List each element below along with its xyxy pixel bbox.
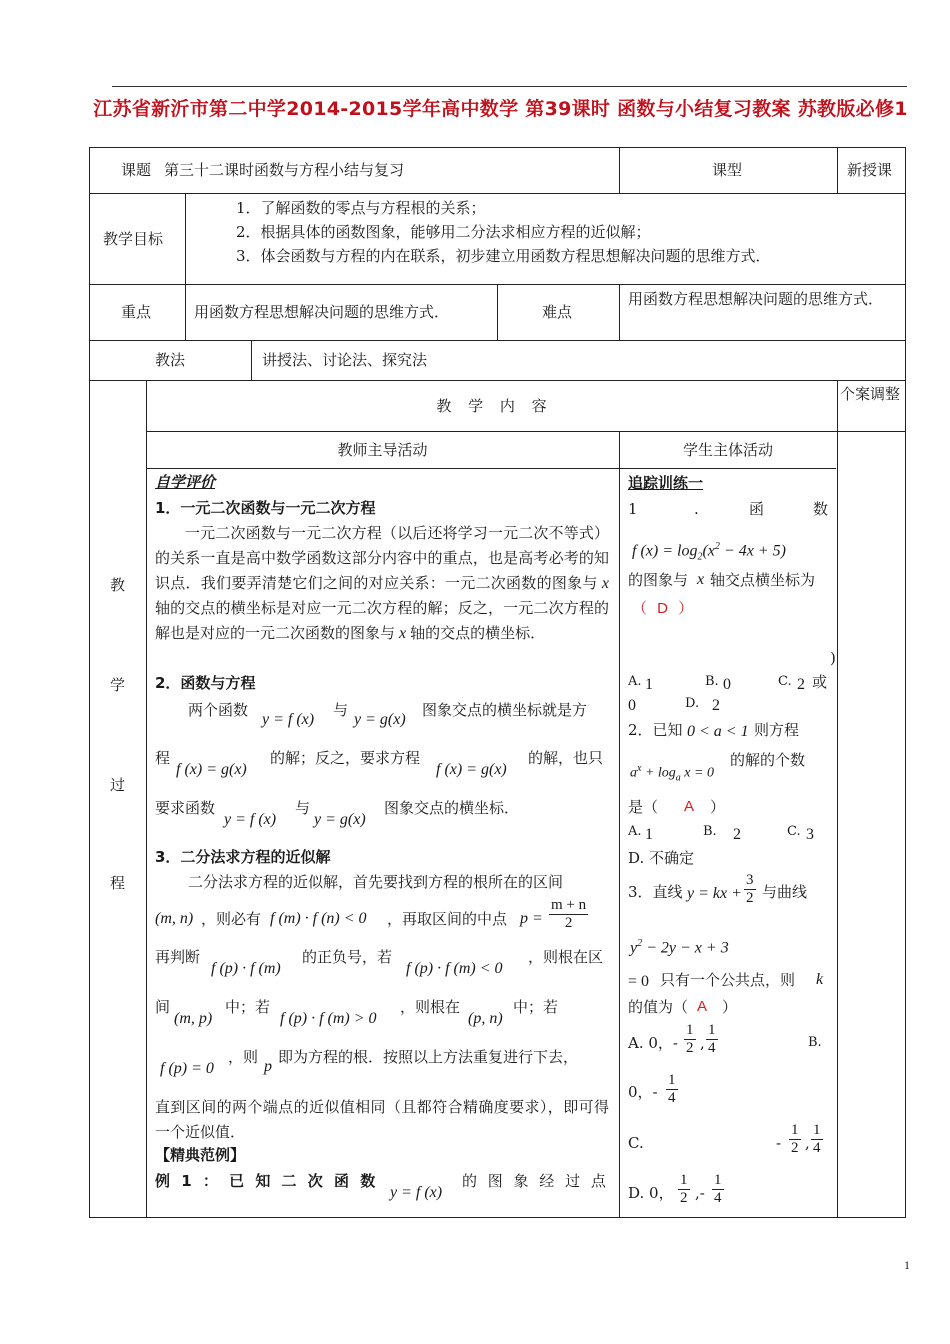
- option-value: 1: [645, 676, 653, 693]
- math-expr: f (p) · f (m) > 0: [280, 1010, 377, 1027]
- text-span: ，再取区间的中点: [387, 910, 508, 928]
- text-span: 即为方程的根．按照以上方法重复进行下去，: [278, 1048, 579, 1066]
- text-span: ）: [722, 998, 738, 1016]
- section-body: 直到区间的两个端点的近似值相同（且都符合精确度要求），即可得一个近似值．: [155, 1098, 609, 1141]
- text-span: 与曲线: [762, 883, 808, 901]
- lesson-type-label: 课型: [712, 161, 743, 179]
- text-span: 的解；反之，要求方程: [270, 749, 421, 767]
- math-expr: (m, n): [155, 910, 194, 927]
- text-span: 则方程: [754, 721, 800, 739]
- math-expr: y = f (x): [224, 811, 277, 828]
- text-span: ,-: [695, 1184, 705, 1202]
- option-fraction: $\frac{1}{4}$: [708, 1022, 716, 1056]
- section-title: 2．函数与方程: [155, 674, 256, 692]
- q1-answer: （ D ）: [632, 600, 694, 617]
- option-fraction: $\frac{1}{4}$: [668, 1072, 676, 1106]
- option-label: B.: [703, 824, 717, 839]
- math-expr: $a^x + \log_a x = 0$: [630, 763, 714, 784]
- difficult-point-text: 用函数方程思想解决问题的思维方式．: [628, 290, 884, 308]
- document-title: 江苏省新沂市第二中学2014-2015学年高中数学 第39课时 函数与小结复习教案 苏教版必修1: [93, 98, 908, 120]
- lesson-type-value: 新授课: [847, 161, 893, 179]
- section-body: 一元二次函数与一元二次方程（以后还将学习一元二次不等式）的关系一直是高中数学函数这部分内容中的重点，也是高考必考的知识点．我们要弄清楚它们之间的对应关系：一元二次函数的图象与 x 轴的交点的横坐标是对应一元二次方程的解；反之，一元二次方程的解也是对应的一元二次函数的图象与 x 轴的交点的横坐标．: [155, 524, 609, 642]
- math-expr: y = g(x): [314, 811, 366, 828]
- text-span: ，则必有: [201, 910, 262, 928]
- math-expr: f (p) = 0: [160, 1060, 214, 1077]
- topic-text: 第三十二课时函数与方程小结与复习: [164, 161, 405, 179]
- text-span: 程: [155, 749, 171, 767]
- option-text: A. 0，-: [628, 1034, 678, 1052]
- math-expr: (m, p): [174, 1010, 213, 1027]
- text-span: ,: [805, 1134, 810, 1152]
- example-title: 【精典范例】: [155, 1146, 246, 1164]
- text-span: 数: [813, 500, 829, 518]
- math-expr: p =: [520, 910, 543, 927]
- math-expr: f (x) = g(x): [436, 761, 507, 778]
- text-span: 的解，也只: [528, 749, 604, 767]
- key-point-label: 重点: [121, 303, 152, 321]
- text-span: 图象交点的横坐标就是方: [422, 701, 588, 719]
- math-expr: f (x) = g(x): [176, 761, 247, 778]
- midpoint-fraction: $\frac{m + n}{2}$: [551, 897, 587, 931]
- option-label: D.: [685, 696, 700, 711]
- q1-number: 1: [628, 500, 638, 518]
- header-rule: [112, 86, 907, 87]
- math-expr: p: [264, 1058, 272, 1075]
- text-span: 2．已知: [628, 721, 683, 739]
- option-label: B.: [808, 1035, 822, 1050]
- math-expr: f (m) · f (n) < 0: [270, 910, 367, 927]
- math-expr: y = kx +: [687, 885, 742, 902]
- math-expr: f $(x) = \log_2(x^2 - 4x + 5)$: [632, 541, 786, 563]
- text-span: 要求函数: [155, 799, 216, 817]
- k-variable: k: [816, 971, 824, 988]
- text-span: 图象交点的横坐标．: [384, 799, 520, 817]
- option-text: D. 0，: [628, 1184, 674, 1202]
- goal-item: 1．了解函数的零点与方程根的关系；: [236, 199, 486, 217]
- text-span: 轴交点横坐标为: [710, 571, 816, 589]
- self-eval-title: 自学评价: [155, 473, 216, 491]
- option-value: 1: [645, 826, 653, 843]
- text-span: 函: [749, 500, 765, 518]
- option-fraction: $\frac{1}{2}$: [680, 1172, 688, 1206]
- text-span: 或: [812, 673, 828, 691]
- x-variable: x: [597, 575, 609, 592]
- math-expr: y = f (x): [390, 1184, 443, 1201]
- option-fraction: $\frac{1}{4}$: [813, 1122, 821, 1156]
- option-label: B.: [705, 674, 719, 689]
- goal-item: 2．根据具体的函数图象，能够用二分法求相应方程的近似解；: [236, 223, 651, 241]
- teacher-activity-header: 教师主导活动: [337, 441, 428, 459]
- content-header: 教 学 内 容: [436, 397, 547, 415]
- adjust-header: 个案调整: [840, 385, 901, 403]
- option-label: C.: [778, 674, 792, 689]
- text-span: 只有一个公共点，则: [660, 971, 796, 989]
- math-expr: y = f (x): [262, 711, 315, 728]
- text-span: .: [694, 500, 699, 518]
- student-activity-header: 学生主体活动: [682, 441, 773, 459]
- math-expr: (p, n): [468, 1010, 503, 1027]
- text-span: 是（: [628, 798, 659, 816]
- option-value: 2: [712, 697, 720, 714]
- text-span: 两个函数: [188, 701, 249, 719]
- process-label-char: 学: [110, 676, 126, 694]
- text-span: 与: [333, 701, 349, 719]
- difficult-point-label: 难点: [542, 303, 573, 321]
- example-text: 例 1 ： 已 知 二 次 函 数: [155, 1172, 376, 1190]
- drill-title: 追踪训练一: [628, 474, 704, 492]
- math-expr: f (p) · f (m): [211, 960, 281, 977]
- section-title: 3．二分法求方程的近似解: [155, 848, 331, 866]
- math-expr: 0 < a < 1: [687, 723, 749, 740]
- option-label: C.: [628, 1134, 644, 1152]
- method-text: 讲授法、讨论法、探究法: [262, 351, 428, 369]
- goal-item: 3．体会函数与方程的内在联系，初步建立用函数方程思想解决问题的思维方式．: [236, 247, 771, 265]
- text-span: 中；若: [513, 998, 559, 1016]
- method-label: 教法: [155, 351, 186, 369]
- process-label-char: 程: [110, 874, 126, 892]
- text-span: ）: [710, 798, 726, 816]
- text-span: 与: [295, 799, 311, 817]
- text-span: 二分法求方程的近似解，首先要找到方程的根所在的区间: [188, 873, 564, 891]
- math-expr: y = g(x): [354, 711, 406, 728]
- option-value: 2: [733, 826, 741, 843]
- text-span: 再判断: [155, 948, 201, 966]
- q2-answer: A: [684, 798, 695, 815]
- text-span: 3．直线: [628, 883, 683, 901]
- x-variable: x: [395, 625, 411, 642]
- option-fraction: $\frac{1}{2}$: [791, 1122, 799, 1156]
- text-span: 的值为（: [628, 998, 689, 1016]
- math-expr: $y^2 - 2y - x + 3$: [630, 938, 729, 957]
- text-span: 间: [155, 998, 171, 1016]
- option-value: 2: [797, 676, 805, 693]
- topic-label: 课题: [121, 161, 152, 179]
- option-text: D. 不确定: [628, 849, 695, 867]
- option-label: C.: [787, 824, 801, 839]
- option-value: 0: [628, 697, 636, 714]
- text-span: ，则根在: [400, 998, 461, 1016]
- q3-fraction: $\frac{3}{2}$: [746, 872, 754, 906]
- goals-label: 教学目标: [103, 230, 164, 248]
- option-text: 0，-: [628, 1083, 658, 1101]
- section-title: 1．一元二次函数与一元二次方程: [155, 499, 376, 517]
- page-number: 1: [904, 1258, 910, 1272]
- paren-mark: ): [830, 649, 836, 667]
- text-span: 的 图 象 经 过 点: [462, 1172, 606, 1190]
- option-fraction: $\frac{1}{2}$: [686, 1022, 694, 1056]
- q3-answer: A: [697, 998, 708, 1015]
- option-label: A.: [628, 674, 642, 689]
- option-fraction: $\frac{1}{4}$: [714, 1172, 722, 1206]
- text-span: ,: [700, 1034, 705, 1052]
- text-span: 的图象与: [628, 571, 689, 589]
- text-span: ，则: [228, 1048, 259, 1066]
- option-label: A.: [628, 824, 642, 839]
- math-expr: = 0: [628, 973, 650, 990]
- process-label-char: 教: [110, 576, 126, 594]
- text-span: ，则根在区: [528, 948, 604, 966]
- option-value: 0: [723, 676, 731, 693]
- option-value: 3: [806, 826, 814, 843]
- x-variable: x: [697, 571, 705, 588]
- process-label-char: 过: [110, 776, 126, 794]
- math-expr: f (p) · f (m) < 0: [406, 960, 503, 977]
- text-span: 的解的个数: [730, 751, 806, 769]
- text-span: 的正负号，若: [302, 948, 393, 966]
- key-point-text: 用函数方程思想解决问题的思维方式．: [194, 303, 450, 321]
- text-span: 中；若: [225, 998, 271, 1016]
- text-span: -: [776, 1134, 782, 1152]
